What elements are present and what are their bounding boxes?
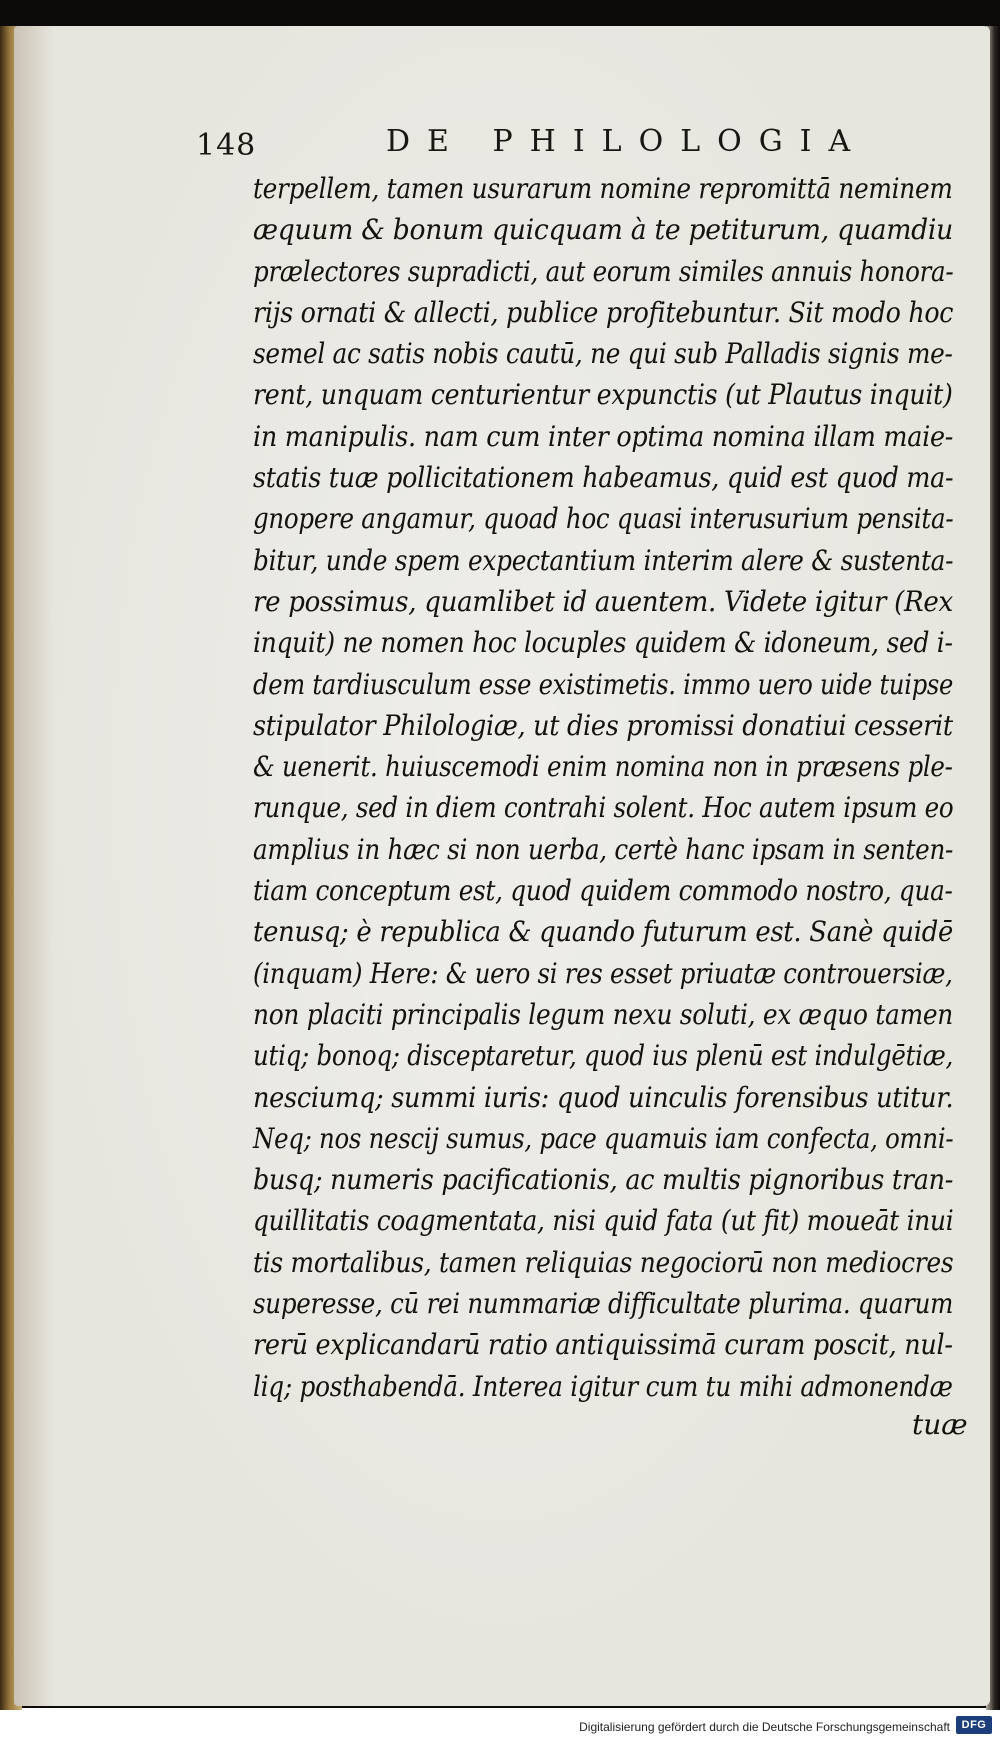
text-line: tenusq; è republica & quando futurum est. Sanè quidē [253, 915, 953, 949]
text-line: liq; posthabendā. Interea igitur cum tu mihi admonendæ [253, 1369, 953, 1403]
running-title: DE PHILOLOGIA [386, 124, 868, 159]
dfg-logo[interactable]: DFG [956, 1716, 992, 1734]
text-line: nesciumq; summi iuris: quod uinculis forensibus utitur. [253, 1080, 954, 1114]
text-line: bitur, unde spem expectantium interim alere & sustenta- [253, 543, 954, 577]
text-line: terpellem, tamen usurarum nomine repromittā neminem [253, 172, 953, 205]
page-number: 148 [196, 128, 257, 163]
text-line: gnopere angamur, quoad hoc quasi interusurium pensita- [253, 502, 954, 536]
catchword: tuæ [912, 1408, 968, 1441]
text-line: tiam conceptum est, quod quidem commodo nostro, qua- [253, 874, 953, 908]
text-line: inquit) ne nomen hoc locuples quidem & idoneum, sed i- [253, 626, 953, 660]
text-line: amplius in hæc si non uerba, certè hanc ipsam in senten- [253, 832, 954, 866]
text-line: rijs ornati & allecti, publice profitebuntur. Sit modo hoc [253, 295, 954, 329]
text-line: (inquam) Here: & uero si res esset priuatæ controuersiæ, [253, 956, 953, 990]
text-line: stipulator Philologiæ, ut dies promissi donatiui cesserit [253, 708, 953, 742]
text-line: non placiti principalis legum nexu soluti, ex æquo tamen [253, 997, 953, 1031]
text-line: utiq; bonoq; disceptaretur, quod ius plenū est indulgētiæ, [253, 1039, 953, 1073]
text-line: dem tardiusculum esse existimetis. immo uero uide tuipse [253, 667, 954, 701]
text-line: tis mortalibus, tamen reliquias negociorū non mediocres [253, 1245, 954, 1279]
text-line: Neq; nos nescij sumus, pace quamuis iam confecta, omni- [253, 1121, 954, 1155]
text-line: prælectores supradicti, aut eorum similes annuis honora- [253, 254, 954, 288]
text-line: superesse, cū rei nummariæ difficultate plurima. quarum [253, 1287, 954, 1321]
text-line: rerū explicandarū ratio antiquissimā curam poscit, nul- [253, 1328, 953, 1362]
text-line: quillitatis coagmentata, nisi quid fata (ut fit) moueāt inui [253, 1204, 954, 1238]
text-line: semel ac satis nobis cautū, ne qui sub Palladis signis me- [253, 337, 953, 371]
text-line: & uenerit. huiuscemodi enim nomina non in præsens ple- [253, 750, 953, 784]
text-line: runque, sed in diem contrahi solent. Hoc autem ipsum eo [253, 791, 954, 825]
text-line: rent, unquam centurientur expunctis (ut Plautus inquit) [253, 378, 953, 412]
text-line: re possimus, quamlibet id auentem. Videte igitur (Rex [253, 584, 953, 618]
page-header [196, 124, 956, 174]
text-line: æquum & bonum quicquam à te petiturum, quamdiu [253, 213, 953, 247]
body-text [253, 168, 953, 1407]
text-line: statis tuæ pollicitationem habeamus, quid est quod ma- [253, 461, 954, 495]
digitization-credit: Digitalisierung gefördert durch die Deutsche Forschungsgemeinschaft [579, 1720, 950, 1734]
text-line: in manipulis. nam cum inter optima nomina illam maie- [253, 419, 954, 453]
text-line: busq; numeris pacificationis, ac multis pignoribus tran- [253, 1163, 954, 1197]
